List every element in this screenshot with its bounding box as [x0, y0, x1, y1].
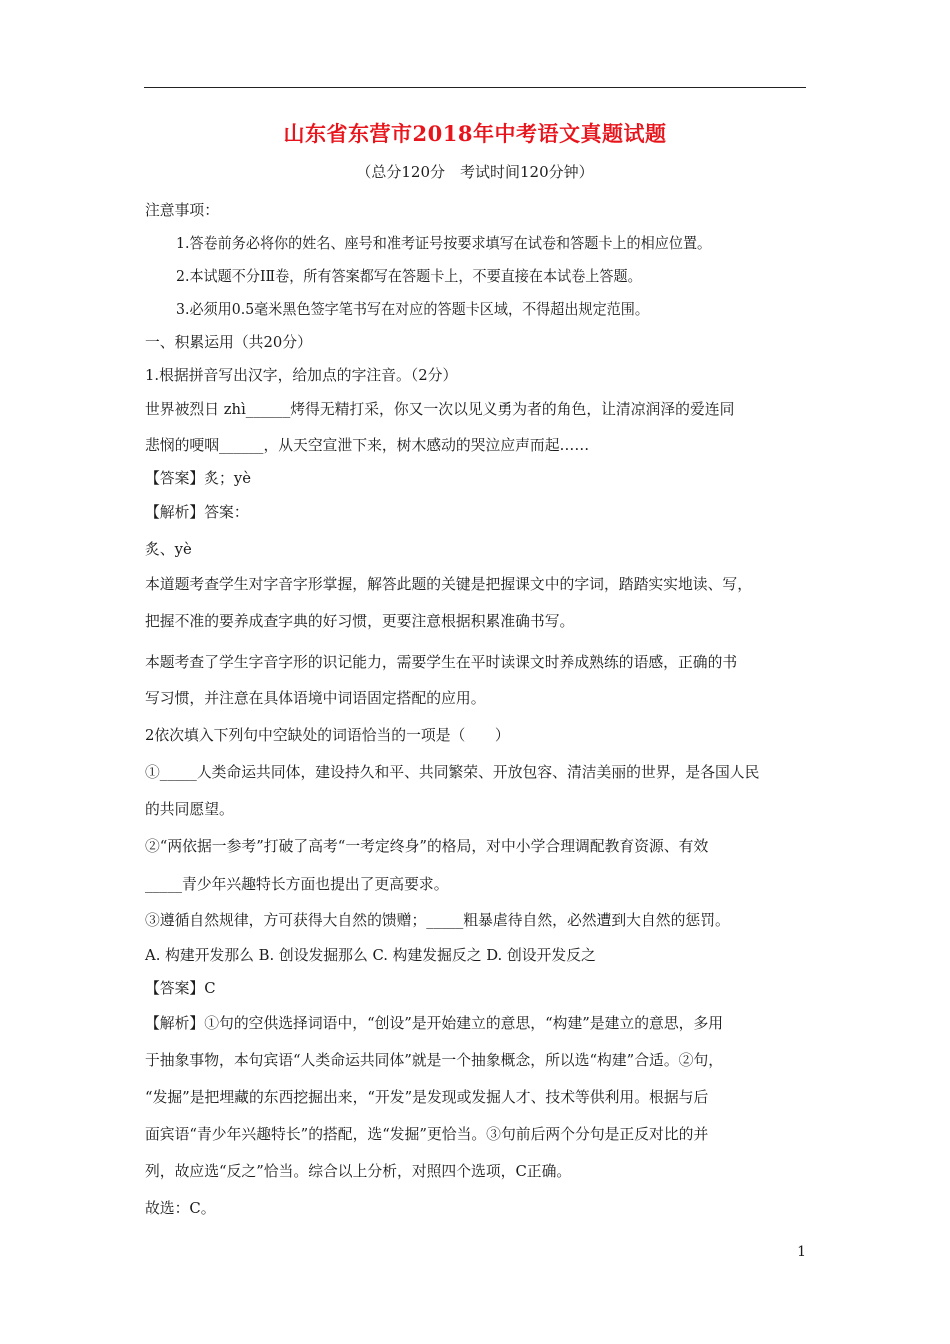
question-stem: 1.根据拼音写出汉字，给加点的字注音。（2分） — [145, 366, 458, 384]
analysis-text: 本题考查了学生字音字形的识记能力，需要学生在平时读课文时养成熟练的语感，正确的书 — [145, 653, 738, 671]
notice-heading: 注意事项： — [145, 201, 220, 219]
section-heading: 一、积累运用（共20分） — [145, 333, 312, 351]
analysis-label: 【解析】答案： — [145, 503, 249, 521]
exam-info: （总分120分 考试时间120分钟） — [356, 163, 594, 181]
analysis-answer: 炙、yè — [145, 540, 192, 558]
answer-line: 【答案】C — [145, 979, 216, 997]
question-stem: 2依次填入下列句中空缺处的词语恰当的一项是（ ） — [145, 726, 510, 744]
analysis-text: 于抽象事物，本句宾语“人类命运共同体”就是一个抽象概念，所以选“构建”合适。②句， — [145, 1051, 724, 1069]
analysis-text: 把握不准的要养成查字典的好习惯，更要注意根据积累准确书写。 — [145, 612, 575, 630]
analysis-text: “发掘”是把埋藏的东西挖掘出来，“开发”是发现或发掘人才、技术等供利用。根据与后 — [145, 1088, 709, 1106]
answer-options: A. 构建开发那么 B. 创设发掘那么 C. 构建发掘反之 D. 创设开发反之 — [145, 946, 596, 964]
question-text: 世界被烈日 zhì______烤得无精打采，你又一次以见义勇为者的角色，让清凉润泽的爱连同 — [145, 400, 735, 418]
notice-item: 1.答卷前务必将你的姓名、座号和准考证号按要求填写在试卷和答题卡上的相应位置。 — [176, 234, 712, 252]
conclusion-line: 故选：C。 — [145, 1199, 216, 1217]
question-text: 的共同愿望。 — [145, 800, 234, 818]
question-text: _____青少年兴趣特长方面也提出了更高要求。 — [145, 875, 449, 893]
question-text: 悲悯的哽咽______，从天空宣泄下来，树木感动的哭泣应声而起…… — [145, 436, 590, 454]
notice-item: 3.必须用0.5毫米黑色签字笔书写在对应的答题卡区域，不得超出规定范围。 — [176, 300, 649, 318]
page-title: 山东省东营市2018年中考语文真题试题 — [283, 121, 667, 146]
answer-line: 【答案】炙；yè — [145, 469, 251, 487]
question-text: ③遵循自然规律，方可获得大自然的馈赠；_____粗暴虐待自然，必然遭到大自然的惩罚。 — [145, 911, 730, 929]
analysis-text: 写习惯，并注意在具体语境中词语固定搭配的应用。 — [145, 689, 486, 707]
header-rule — [144, 87, 806, 88]
analysis-text: 【解析】①句的空供选择词语中，“创设”是开始建立的意思，“构建”是建立的意思，多用 — [145, 1014, 724, 1032]
notice-item: 2.本试题不分ⅠⅡ卷，所有答案都写在答题卡上，不要直接在本试卷上答题。 — [176, 267, 642, 285]
analysis-text: 本道题考查学生对字音字形掌握，解答此题的关键是把握课文中的字词，踏踏实实地读、写， — [145, 575, 753, 593]
analysis-text: 面宾语“青少年兴趣特长”的搭配，选“发掘”更恰当。③句前后两个分句是正反对比的并 — [145, 1125, 709, 1143]
analysis-text: 列，故应选“反之”恰当。综合以上分析，对照四个选项，C正确。 — [145, 1162, 572, 1180]
page-number: 1 — [797, 1244, 806, 1260]
question-text: ①_____人类命运共同体，建设持久和平、共同繁荣、开放包容、清洁美丽的世界，是各国人民 — [145, 763, 760, 781]
question-text: ②“两依据一参考”打破了高考“一考定终身”的格局，对中小学合理调配教育资源、有效 — [145, 837, 709, 855]
